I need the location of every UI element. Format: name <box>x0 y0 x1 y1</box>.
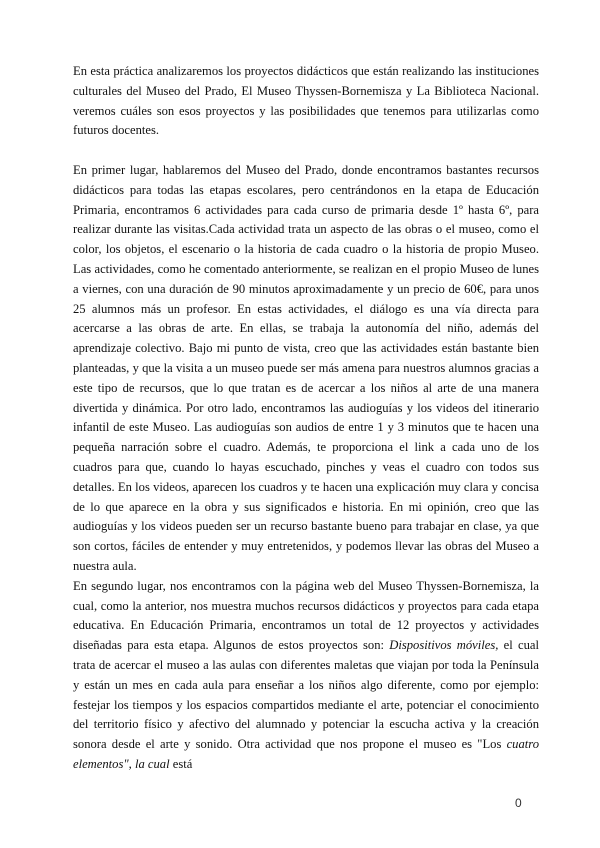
body-text <box>73 62 539 775</box>
page-number: 0 <box>515 796 522 810</box>
paragraph-thyssen-italic-a: Dispositivos móviles, <box>389 638 499 653</box>
paragraph-thyssen-text-a: En segundo lugar, nos encontramos con la página web del Museo Thyssen-Bornemisza, la cual, como la anterior, nos muestra muchos recursos didácticos y proyectos para cada etapa educativa. En Educación Primaria, encontramos un total de 12 proyectos y actividades diseñadas para esta etapa. Algunos de estos proyectos son: <box>73 578 539 653</box>
paragraph-prado <box>73 161 539 577</box>
paragraph-thyssen-text-b: el cual trata de acercar el museo a las aulas con diferentes maletas que viajan por toda la Península y están un mes en cada aula para enseñar a los niños algo diferente, como por ejemplo: festejar los tiempos y los espacios compartidos mediante el arte, potenciar el conocimiento del territorio físico y afectivo del alumnado y potenciar la escucha activa y la creación sonora desde el arte y sonido. Otra actividad que nos propone el museo es "Los <box>73 638 539 752</box>
paragraph-intro <box>73 62 539 141</box>
paragraph-prado-text: En primer lugar, hablaremos del Museo del Prado, donde encontramos bastantes recursos didácticos para todas las etapas escolares, pero centrándonos en la etapa de Educación Primaria, encontramos 6 actividades para cada curso de primaria desde 1º hasta 6º, para realizar durante las visitas.Cada actividad trata un aspecto de las obras o el museo, como el color, los objetos, el escenario o la historia de cada cuadro o la historia de propio Museo. Las actividades, como he comentado anteriormente, se realizan en el propio Museo de lunes a viernes, con una duración de 90 minutos aproximadamente y un precio de 60€, para unos 25 alumnos más un profesor. En estas actividades, el diálogo es una vía directa para acercarse a las obras de arte. En ellas, se trabaja la autonomía del niño, además del aprendizaje colectivo. Bajo mi punto de vista, creo que las actividades están bastante bien planteadas, y que la visita a un museo puede ser más amena para nuestros alumnos gracias a este tipo de recursos, que lo que tratan es de acercar a los niños al arte de una manera divertida y dinámica. Por otro lado, encontramos las audioguías y los videos del itinerario infantil de este Museo. Las audioguías son audios de entre 1 y 3 minutos que te hacen una pequeña narración sobre el cuadro. Además, te proporciona el link a cada uno de los cuadros para que, cuando lo hayas escuchado, pinches y veas el cuadro con todos sus detalles. En los videos, aparecen los cuadros y te hacen una explicación muy clara y concisa de lo que aparece en la obra y sus significados e historia. En mi opinión, creo que las audioguías y los videos pueden ser un recurso bastante bueno para trabajar en clase, ya que son cortos, fáciles de entender y muy entretenidos, y podemos llevar las obras del Museo a nuestra aula. <box>73 162 539 573</box>
paragraph-thyssen-text-c: está <box>169 756 193 771</box>
paragraph-intro-text: En esta práctica analizaremos los proyectos didácticos que están realizando las instituciones culturales del Museo del Prado, El Museo Thyssen-Bornemisza y La Biblioteca Nacional. veremos cuáles son esos proyectos y las posibilidades que tenemos para utilizarlas como futuros docentes. <box>73 64 539 138</box>
paragraph-thyssen <box>73 577 539 775</box>
paragraph-thyssen-italic-b: cuatro elementos", la cual <box>73 737 539 771</box>
